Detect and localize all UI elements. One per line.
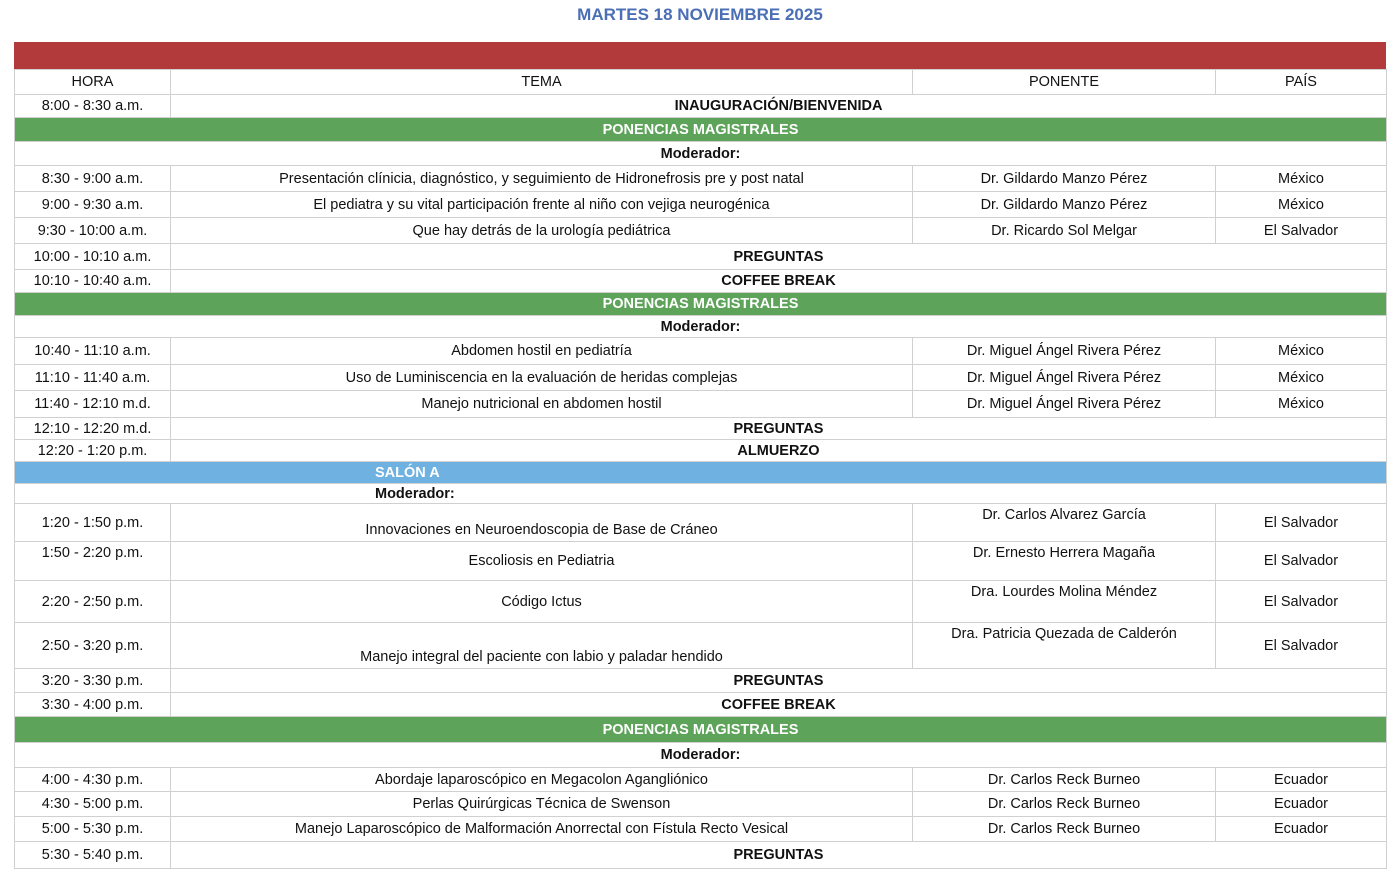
speaker-cell: Dr. Gildardo Manzo Pérez bbox=[913, 192, 1216, 218]
topic-cell: Escoliosis en Pediatria bbox=[171, 542, 913, 581]
section-band bbox=[15, 717, 1387, 743]
time-cell: 4:30 - 5:00 p.m. bbox=[15, 792, 171, 817]
speaker-cell: Dra. Patricia Quezada de Calderón bbox=[913, 623, 1216, 669]
column-header-hora: HORA bbox=[15, 70, 171, 95]
time-cell: 1:50 - 2:20 p.m. bbox=[15, 542, 171, 581]
country-cell: El Salvador bbox=[1216, 623, 1387, 669]
topic-cell: El pediatra y su vital participación frente al niño con vejiga neurogénica bbox=[171, 192, 913, 218]
event-cell: COFFEE BREAK bbox=[171, 270, 1387, 293]
table-row bbox=[15, 270, 1387, 293]
country-cell: El Salvador bbox=[1216, 542, 1387, 581]
section-band-label: PONENCIAS MAGISTRALES bbox=[15, 118, 1387, 142]
event-cell: PREGUNTAS bbox=[171, 418, 1387, 440]
table-row bbox=[15, 192, 1387, 218]
country-cell: México bbox=[1216, 166, 1387, 192]
section-band-label: SALÓN A bbox=[15, 462, 1387, 484]
table-row bbox=[15, 365, 1387, 391]
time-cell: 11:40 - 12:10 m.d. bbox=[15, 391, 171, 418]
table-row bbox=[15, 693, 1387, 717]
speaker-cell: Dr. Miguel Ángel Rivera Pérez bbox=[913, 338, 1216, 365]
speaker-cell: Dr. Ernesto Herrera Magaña bbox=[913, 542, 1216, 581]
table-row bbox=[15, 623, 1387, 669]
speaker-cell: Dr. Miguel Ángel Rivera Pérez bbox=[913, 365, 1216, 391]
time-cell: 12:20 - 1:20 p.m. bbox=[15, 440, 171, 462]
speaker-cell: Dr. Carlos Reck Burneo bbox=[913, 792, 1216, 817]
country-cell: Ecuador bbox=[1216, 792, 1387, 817]
event-cell: ALMUERZO bbox=[171, 440, 1387, 462]
table-row bbox=[15, 166, 1387, 192]
table-row bbox=[15, 792, 1387, 817]
speaker-cell: Dr. Carlos Alvarez García bbox=[913, 504, 1216, 542]
country-cell: México bbox=[1216, 391, 1387, 418]
moderator-row bbox=[15, 743, 1387, 768]
topic-cell: Manejo Laparoscópico de Malformación Anorrectal con Fístula Recto Vesical bbox=[171, 817, 913, 842]
time-cell: 1:20 - 1:50 p.m. bbox=[15, 504, 171, 542]
table-row bbox=[15, 842, 1387, 869]
time-cell: 9:00 - 9:30 a.m. bbox=[15, 192, 171, 218]
time-cell: 9:30 - 10:00 a.m. bbox=[15, 218, 171, 244]
table-row bbox=[15, 581, 1387, 623]
country-cell: El Salvador bbox=[1216, 581, 1387, 623]
event-cell: PREGUNTAS bbox=[171, 842, 1387, 869]
table-row bbox=[15, 418, 1387, 440]
country-cell: El Salvador bbox=[1216, 504, 1387, 542]
event-cell: INAUGURACIÓN/BIENVENIDA bbox=[171, 95, 1387, 118]
table-row bbox=[15, 669, 1387, 693]
time-cell: 3:30 - 4:00 p.m. bbox=[15, 693, 171, 717]
table-row bbox=[15, 338, 1387, 365]
topic-cell: Abordaje laparoscópico en Megacolon Agangliónico bbox=[171, 768, 913, 792]
time-cell: 5:00 - 5:30 p.m. bbox=[15, 817, 171, 842]
column-header-ponente: PONENTE bbox=[913, 70, 1216, 95]
event-cell: COFFEE BREAK bbox=[171, 693, 1387, 717]
table-row bbox=[15, 95, 1387, 118]
speaker-cell: Dr. Ricardo Sol Melgar bbox=[913, 218, 1216, 244]
event-cell: PREGUNTAS bbox=[171, 669, 1387, 693]
country-cell: México bbox=[1216, 365, 1387, 391]
time-cell: 5:30 - 5:40 p.m. bbox=[15, 842, 171, 869]
time-cell: 11:10 - 11:40 a.m. bbox=[15, 365, 171, 391]
speaker-cell: Dr. Carlos Reck Burneo bbox=[913, 817, 1216, 842]
section-band bbox=[15, 462, 1387, 484]
time-cell: 8:30 - 9:00 a.m. bbox=[15, 166, 171, 192]
section-band bbox=[15, 293, 1387, 316]
moderator-label: Moderador: bbox=[15, 316, 1387, 338]
header-color-bar bbox=[14, 42, 1386, 69]
column-header-pais: PAÍS bbox=[1216, 70, 1387, 95]
table-row bbox=[15, 542, 1387, 581]
topic-cell: Uso de Luminiscencia en la evaluación de heridas complejas bbox=[171, 365, 913, 391]
moderator-label: Moderador: bbox=[15, 743, 1387, 768]
topic-cell: Presentación clínicia, diagnóstico, y seguimiento de Hidronefrosis pre y post natal bbox=[171, 166, 913, 192]
topic-cell: Abdomen hostil en pediatría bbox=[171, 338, 913, 365]
schedule-table bbox=[14, 69, 1387, 869]
time-cell: 12:10 - 12:20 m.d. bbox=[15, 418, 171, 440]
time-cell: 2:20 - 2:50 p.m. bbox=[15, 581, 171, 623]
country-cell: Ecuador bbox=[1216, 817, 1387, 842]
table-row bbox=[15, 817, 1387, 842]
table-header-row bbox=[15, 70, 1387, 95]
time-cell: 10:40 - 11:10 a.m. bbox=[15, 338, 171, 365]
topic-cell: Código Ictus bbox=[171, 581, 913, 623]
moderator-row bbox=[15, 316, 1387, 338]
table-row bbox=[15, 218, 1387, 244]
section-band-label: PONENCIAS MAGISTRALES bbox=[15, 717, 1387, 743]
table-row bbox=[15, 440, 1387, 462]
time-cell: 4:00 - 4:30 p.m. bbox=[15, 768, 171, 792]
moderator-row bbox=[15, 484, 1387, 504]
time-cell: 10:00 - 10:10 a.m. bbox=[15, 244, 171, 270]
topic-cell: Innovaciones en Neuroendoscopia de Base de Cráneo bbox=[171, 504, 913, 542]
country-cell: El Salvador bbox=[1216, 218, 1387, 244]
time-cell: 2:50 - 3:20 p.m. bbox=[15, 623, 171, 669]
topic-cell: Manejo nutricional en abdomen hostil bbox=[171, 391, 913, 418]
topic-cell: Manejo integral del paciente con labio y paladar hendido bbox=[171, 623, 913, 669]
speaker-cell: Dr. Gildardo Manzo Pérez bbox=[913, 166, 1216, 192]
topic-cell: Perlas Quirúrgicas Técnica de Swenson bbox=[171, 792, 913, 817]
speaker-cell: Dr. Miguel Ángel Rivera Pérez bbox=[913, 391, 1216, 418]
time-cell: 3:20 - 3:30 p.m. bbox=[15, 669, 171, 693]
moderator-row bbox=[15, 142, 1387, 166]
event-cell: PREGUNTAS bbox=[171, 244, 1387, 270]
table-row bbox=[15, 391, 1387, 418]
table-row bbox=[15, 768, 1387, 792]
moderator-label: Moderador: bbox=[15, 142, 1387, 166]
time-cell: 10:10 - 10:40 a.m. bbox=[15, 270, 171, 293]
country-cell: Ecuador bbox=[1216, 768, 1387, 792]
section-band bbox=[15, 118, 1387, 142]
section-band-label: PONENCIAS MAGISTRALES bbox=[15, 293, 1387, 316]
table-row bbox=[15, 244, 1387, 270]
table-row bbox=[15, 504, 1387, 542]
country-cell: México bbox=[1216, 338, 1387, 365]
topic-cell: Que hay detrás de la urología pediátrica bbox=[171, 218, 913, 244]
moderator-label: Moderador: bbox=[15, 484, 1387, 504]
speaker-cell: Dr. Carlos Reck Burneo bbox=[913, 768, 1216, 792]
speaker-cell: Dra. Lourdes Molina Méndez bbox=[913, 581, 1216, 623]
page-title: MARTES 18 NOVIEMBRE 2025 bbox=[577, 5, 823, 24]
country-cell: México bbox=[1216, 192, 1387, 218]
column-header-tema: TEMA bbox=[171, 70, 913, 95]
time-cell: 8:00 - 8:30 a.m. bbox=[15, 95, 171, 118]
